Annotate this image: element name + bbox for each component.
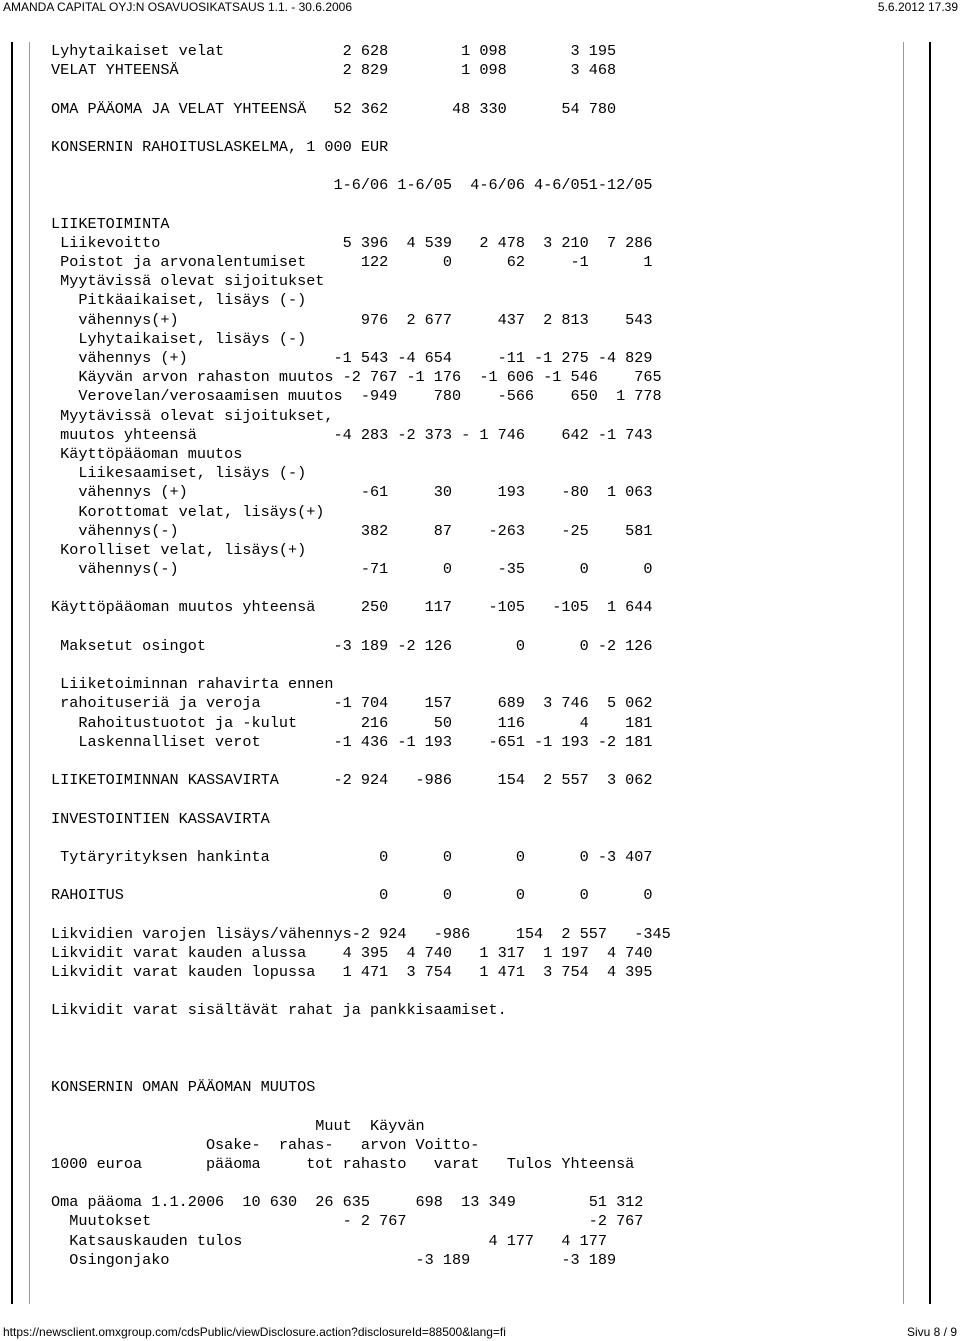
statement-line: Pitkäaikaiset, lisäys (-) xyxy=(51,291,307,310)
statement-line: Myytävissä olevat sijoitukset, xyxy=(51,406,334,425)
page-footer xyxy=(0,1325,960,1339)
document-title: AMANDA CAPITAL OYJ:N OSAVUOSIKATSAUS 1.1. - 30.6.2006 xyxy=(3,0,353,14)
right-border-line xyxy=(929,42,931,1304)
statement-line: Myytävissä olevat sijoitukset xyxy=(51,272,325,291)
statement-line: KONSERNIN RAHOITUSLASKELMA, 1 000 EUR xyxy=(51,137,389,156)
blank-line xyxy=(51,905,751,924)
statement-line: Tytäryrityksen hankinta 0 0 0 0 -3 407 xyxy=(51,847,653,866)
blank-line xyxy=(51,829,751,848)
statement-line: Käyttöpääoman muutos yhteensä 250 117 -105 -105 1 644 xyxy=(51,598,653,617)
statement-line: rahoituseriä ja veroja -1 704 157 689 3 746 5 062 xyxy=(51,694,653,713)
statement-line: Korottomat velat, lisäys(+) xyxy=(51,502,325,521)
blank-line xyxy=(51,579,751,598)
statement-line: Liikevoitto 5 396 4 539 2 478 3 210 7 286 xyxy=(51,233,653,252)
statement-line: Likvidit varat kauden lopussa 1 471 3 754 1 471 3 754 4 395 xyxy=(51,963,653,981)
print-timestamp: 5.6.2012 17.39 xyxy=(877,0,958,14)
left-inner-border-line xyxy=(29,42,30,1304)
statement-line: 1-6/06 1-6/05 4-6/06 4-6/051-12/05 xyxy=(51,176,653,195)
blank-line xyxy=(51,752,751,771)
statement-line: Muutokset - 2 767 -2 767 xyxy=(51,1212,644,1231)
statement-line: Korolliset velat, lisäys(+) xyxy=(51,540,307,559)
blank-line xyxy=(51,80,751,99)
statement-line: LIIKETOIMINNAN KASSAVIRTA -2 924 -986 154 2 557 3 062 xyxy=(51,771,653,790)
blank-line xyxy=(51,1040,751,1059)
blank-line xyxy=(51,157,751,176)
statement-line: INVESTOINTIEN KASSAVIRTA xyxy=(51,809,270,828)
statement-line: vähennys(-) 382 87 -263 -25 581 xyxy=(51,521,653,540)
statement-line: Osingonjako -3 189 -3 189 xyxy=(51,1250,617,1269)
blank-line xyxy=(51,119,751,138)
statement-line: Maksetut osingot -3 189 -2 126 0 0 -2 126 xyxy=(51,636,653,655)
statement-line: LIIKETOIMINTA xyxy=(51,214,170,233)
statement-line: Oma pääoma 1.1.2006 10 630 26 635 698 13 349 51 312 xyxy=(51,1193,644,1212)
statement-line: Likvidien varojen lisäys/vähennys-2 924 -986 154 2 557 -345 xyxy=(51,924,671,943)
blank-line xyxy=(51,196,751,215)
page-header xyxy=(0,0,960,14)
statement-line: Käyvän arvon rahaston muutos -2 767 -1 176 -1 606 -1 546 765 xyxy=(51,368,662,387)
statement-line: RAHOITUS 0 0 0 0 0 xyxy=(51,886,653,905)
statement-line: Poistot ja arvonalentumiset 122 0 62 -1 1 xyxy=(51,253,653,272)
blank-line xyxy=(51,1021,751,1040)
statement-line: Katsauskauden tulos 4 177 4 177 xyxy=(51,1231,607,1250)
statement-line: Lyhytaikaiset velat 2 628 1 098 3 195 xyxy=(51,42,617,60)
statement-line: vähennys(-) -71 0 -35 0 0 xyxy=(51,560,653,579)
statement-line: muutos yhteensä -4 283 -2 373 - 1 746 642 -1 743 xyxy=(51,425,653,444)
blank-line xyxy=(51,790,751,809)
statement-line: Liikesaamiset, lisäys (-) xyxy=(51,464,307,483)
statement-line: vähennys(+) 976 2 677 437 2 813 543 xyxy=(51,310,653,329)
blank-line xyxy=(51,982,751,1001)
statement-line: Likvidit varat sisältävät rahat ja pankkisaamiset. xyxy=(51,1001,507,1020)
statement-line: Liiketoiminnan rahavirta ennen xyxy=(51,675,334,694)
statement-line: OMA PÄÄOMA JA VELAT YHTEENSÄ 52 362 48 330 54 780 xyxy=(51,99,617,118)
statement-line: VELAT YHTEENSÄ 2 829 1 098 3 468 xyxy=(51,61,617,80)
blank-line xyxy=(51,656,751,675)
cash-flow-statement-text xyxy=(51,42,751,1270)
blank-line xyxy=(51,867,751,886)
blank-line xyxy=(51,1097,751,1116)
statement-line: Verovelan/verosaamisen muutos -949 780 -566 650 1 778 xyxy=(51,387,662,406)
statement-line: KONSERNIN OMAN PÄÄOMAN MUUTOS xyxy=(51,1078,316,1097)
statement-line: Rahoitustuotot ja -kulut 216 50 116 4 181 xyxy=(51,713,653,732)
statement-line: vähennys (+) -61 30 193 -80 1 063 xyxy=(51,483,653,502)
left-border-line xyxy=(11,42,13,1304)
source-url: https://newsclient.omxgroup.com/cdsPublic/viewDisclosure.action?disclosureId=88500&lang=fi xyxy=(3,1325,506,1339)
blank-line xyxy=(51,1059,751,1078)
statement-line: vähennys (+) -1 543 -4 654 -11 -1 275 -4 829 xyxy=(51,349,653,367)
statement-line: Likvidit varat kauden alussa 4 395 4 740 1 317 1 197 4 740 xyxy=(51,943,653,962)
blank-line xyxy=(51,618,751,637)
statement-line: Muut Käyvän xyxy=(51,1116,425,1135)
statement-line: Osake- rahas- arvon Voitto- xyxy=(51,1135,480,1154)
statement-line: Lyhytaikaiset, lisäys (-) xyxy=(51,329,307,348)
page-number: Sivu 8 / 9 xyxy=(906,1325,957,1339)
statement-line: Käyttöpääoman muutos xyxy=(51,444,243,463)
statement-line: Laskennalliset verot -1 436 -1 193 -651 -1 193 -2 181 xyxy=(51,732,653,751)
blank-line xyxy=(51,1174,751,1193)
right-inner-border-line xyxy=(903,42,904,1304)
statement-line: 1000 euroa pääoma tot rahasto varat Tulos Yhteensä xyxy=(51,1154,635,1173)
